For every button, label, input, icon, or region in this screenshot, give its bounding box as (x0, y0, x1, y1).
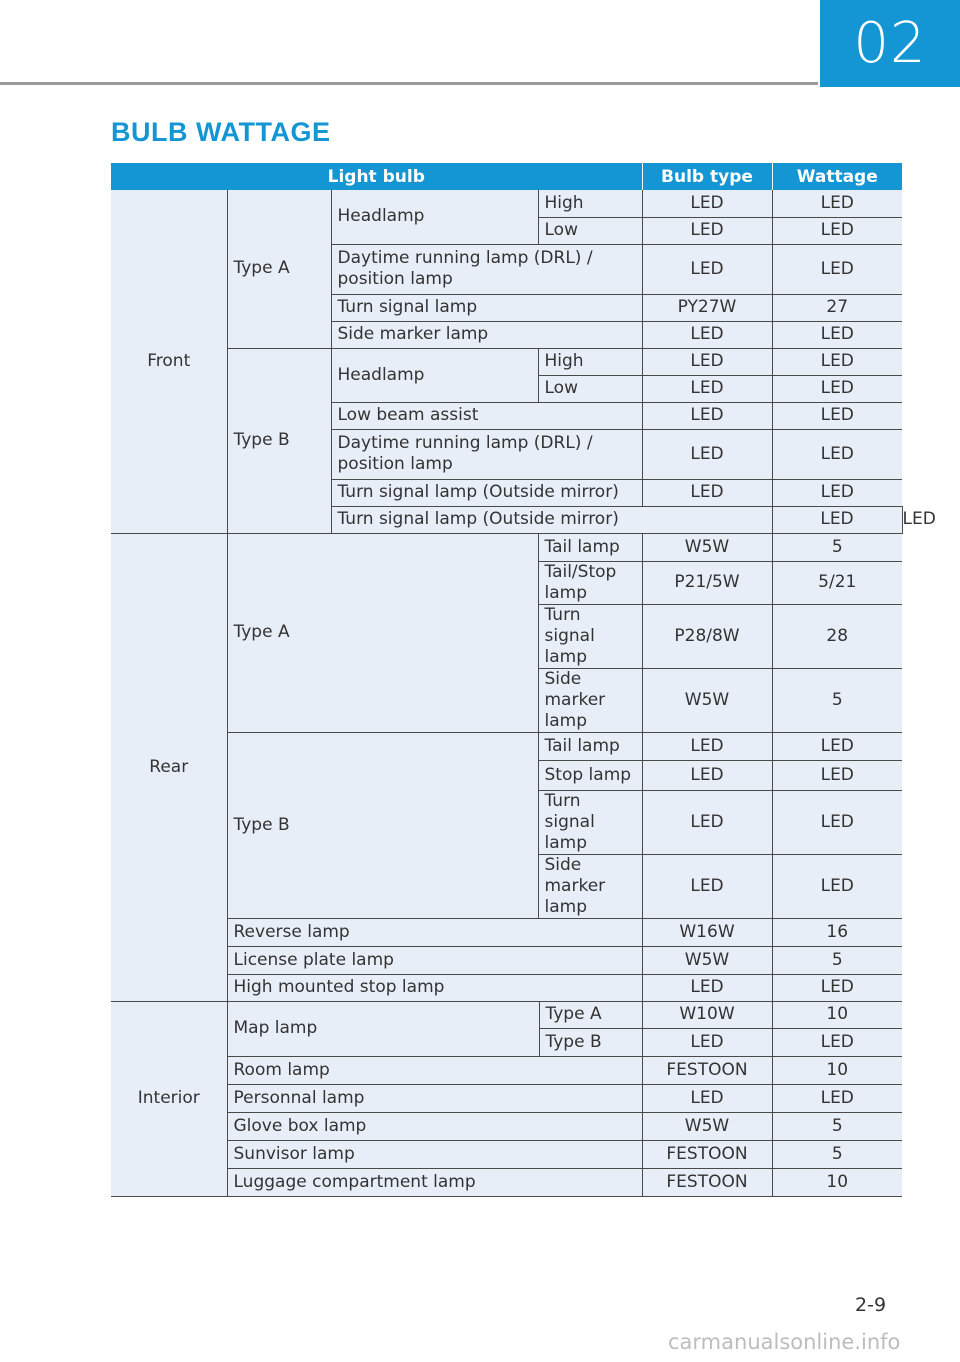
interior-map-lamp (227, 1001, 642, 1056)
cell: High (538, 190, 642, 217)
cell: 27 (772, 294, 902, 321)
table-row (111, 1112, 902, 1140)
interior-map-type-a: Type A (540, 1002, 642, 1030)
cell: LED (772, 321, 902, 348)
cell: FESTOON (642, 1168, 772, 1196)
front-b-headlamp: Headlamp (331, 348, 538, 402)
table-header-row (111, 163, 902, 190)
cell: Glove box lamp (227, 1112, 642, 1140)
cell: Stop lamp (538, 760, 642, 790)
cell: LED (772, 217, 902, 244)
front-type-a: Type A (227, 190, 331, 348)
cell: PY27W (642, 294, 772, 321)
cell: Tail lamp (538, 732, 642, 760)
col-header-light-bulb: Light bulb (111, 163, 642, 190)
cell: 5 (772, 1140, 902, 1168)
cell: Turn signal lamp (Outside mirror) (331, 479, 642, 506)
cell: LED (772, 760, 902, 790)
cell: W10W (642, 1001, 772, 1029)
cell: LED (772, 854, 902, 918)
cell: LED (642, 854, 772, 918)
cell: LED (772, 1029, 902, 1057)
front-a-headlamp: Headlamp (331, 190, 538, 244)
cell: LED (772, 244, 902, 294)
header-rule (0, 82, 818, 85)
cell: Low (538, 375, 642, 402)
cell: LED (642, 217, 772, 244)
cell: Reverse lamp (227, 918, 642, 946)
cell: LED (772, 732, 902, 760)
cell: Side marker lamp (538, 854, 642, 918)
cell: W5W (642, 668, 772, 732)
cell: W5W (642, 946, 772, 974)
cell: Luggage compartment lamp (227, 1168, 642, 1196)
category-front: Front (111, 190, 227, 533)
cell: LED (772, 375, 902, 402)
cell: LED (642, 321, 772, 348)
table-row (111, 1001, 902, 1029)
cell: Turn signal lamp (Outside mirror) (331, 506, 772, 533)
interior-map-lamp-label: Map lamp (228, 1002, 540, 1056)
cell: LED (642, 1029, 772, 1057)
cell: Turn signal lamp (331, 294, 642, 321)
cell: LED (642, 790, 772, 854)
cell: 10 (772, 1056, 902, 1084)
front-type-b: Type B (227, 348, 331, 533)
cell: License plate lamp (227, 946, 642, 974)
table-row (111, 1140, 902, 1168)
cell: LED (642, 375, 772, 402)
cell: LED (642, 402, 772, 429)
cell: LED (642, 732, 772, 760)
table-row (111, 1056, 902, 1084)
col-header-wattage: Wattage (772, 163, 902, 190)
cell: Tail/Stop lamp (538, 561, 642, 604)
table-row: Turn signal lamp (Outside mirror) LED LED (111, 506, 902, 533)
rear-type-a: Type A (227, 533, 538, 732)
cell: W16W (642, 918, 772, 946)
cell: LED (642, 1084, 772, 1112)
cell: Side marker lamp (331, 321, 642, 348)
watermark-text: carmanualsonline.info (668, 1330, 901, 1354)
cell: Sunvisor lamp (227, 1140, 642, 1168)
rear-type-b: Type B (227, 732, 538, 918)
cell: FESTOON (642, 1056, 772, 1084)
table-row (111, 1168, 902, 1196)
cell: LED (642, 429, 772, 479)
cell: LED (772, 348, 902, 375)
table-row (111, 1084, 902, 1112)
cell: Room lamp (227, 1056, 642, 1084)
cell: Side marker lamp (538, 668, 642, 732)
cell: Tail lamp (538, 533, 642, 561)
cell: 5 (772, 946, 902, 974)
cell: Low beam assist (331, 402, 642, 429)
cell: 5 (772, 668, 902, 732)
cell: 10 (772, 1001, 902, 1029)
page-number: 2-9 (855, 1294, 887, 1316)
cell: LED (772, 429, 902, 479)
bulb-wattage-table (111, 163, 936, 1197)
cell: Daytime running lamp (DRL) / position lamp (331, 244, 642, 294)
cell: LED (772, 190, 902, 217)
table-row (111, 533, 902, 561)
cell: LED (772, 974, 902, 1001)
table-row (111, 732, 902, 760)
cell: Low (538, 217, 642, 244)
cell: Daytime running lamp (DRL) / position lamp (331, 429, 642, 479)
cell: High (538, 348, 642, 375)
cell: FESTOON (642, 1140, 772, 1168)
table-row (111, 974, 902, 1001)
cell: Turn signal lamp (538, 604, 642, 668)
cell: 5 (772, 1112, 902, 1140)
cell: LED (772, 790, 902, 854)
cell: 10 (772, 1168, 902, 1196)
cell: P21/5W (642, 561, 772, 604)
interior-map-type-b: Type B (545, 1031, 602, 1052)
cell: High mounted stop lamp (227, 974, 642, 1001)
category-rear: Rear (111, 533, 227, 1001)
cell: LED (642, 190, 772, 217)
chapter-tab: 02 (820, 0, 960, 87)
cell: LED (642, 974, 772, 1001)
cell: P28/8W (642, 604, 772, 668)
table-row (111, 946, 902, 974)
table-row (111, 190, 902, 217)
cell: LED (772, 506, 902, 533)
cell: 16 (772, 918, 902, 946)
cell: LED (642, 760, 772, 790)
cell: Turn signal lamp (538, 790, 642, 854)
cell: LED (772, 479, 902, 506)
category-interior: Interior (111, 1001, 227, 1196)
section-title: BULB WATTAGE (111, 117, 331, 147)
table-row (111, 918, 902, 946)
table-row (111, 348, 902, 375)
cell: 28 (772, 604, 902, 668)
cell: W5W (642, 1112, 772, 1140)
cell: LED (642, 244, 772, 294)
cell: 5 (772, 533, 902, 561)
cell: LED (642, 348, 772, 375)
cell: 5/21 (772, 561, 902, 604)
col-header-bulb-type: Bulb type (642, 163, 772, 190)
cell: Personnal lamp (227, 1084, 642, 1112)
cell: W5W (642, 533, 772, 561)
cell: LED (772, 402, 902, 429)
cell: LED (772, 1084, 902, 1112)
cell: LED (642, 479, 772, 506)
